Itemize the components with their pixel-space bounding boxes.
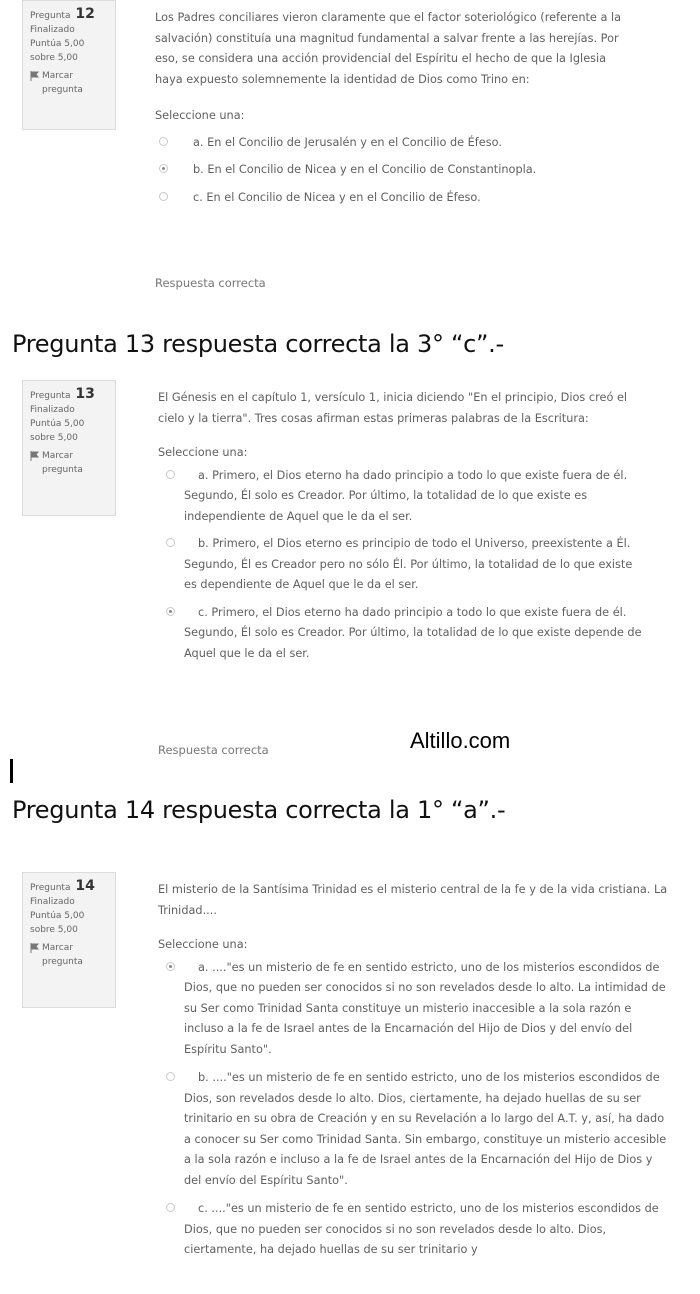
answer-feedback: Respuesta correcta [155,276,266,290]
question-info-13 [22,380,116,516]
radio-button-selected[interactable] [166,962,175,971]
question-score: Puntúa 5,00 [30,911,85,921]
question-info-12 [22,0,116,130]
question-13-content [158,388,648,664]
watermark: Altillo.com [410,728,511,753]
answer-option-c[interactable]: c. ...."es un misterio de fe en sentido estricto, uno de los misterios escondidos de Dios, que no pueden ser conocidos si no son revelados desde lo alto. Dios, ciertamente, ha dejado huellas de su ser trinitario y [158,1199,670,1261]
question-text: El misterio de la Santísima Trinidad es el misterio central de la fe y de la vida cristiana. La Trinidad.... [158,883,668,917]
radio-button-selected[interactable] [159,164,168,173]
question-number: Pregunta 14 [30,878,95,894]
answer-option-b[interactable]: b. En el Concilio de Nicea y en el Concilio de Constantinopla. [155,160,635,181]
question-score: Puntúa 5,00 [30,419,85,429]
select-prompt: Seleccione una: [155,109,245,122]
radio-button[interactable] [166,1072,175,1081]
question-score-max: sobre 5,00 [30,433,78,443]
question-score-max: sobre 5,00 [30,53,78,63]
radio-button[interactable] [159,192,168,201]
question-text: Los Padres conciliares vieron claramente que el factor soteriológico (referente a la salvación) constituía una magnitud fundamental a salvar frente a las herejías. Por eso, se considera una acción providencial del Espíritu el hecho de que la Iglesia haya expuesto solemnemente la identidad de Dios como Trino en: [155,11,622,86]
question-14-content [158,880,670,1261]
answer-option-c[interactable]: c. En el Concilio de Nicea y en el Concilio de Éfeso. [155,188,635,209]
select-prompt: Seleccione una: [158,938,248,951]
answer-option-c[interactable]: c. Primero, el Dios eterno ha dado principio a todo lo que existe fuera de él. Segundo, Él solo es Creador. Por último, la totalidad de lo que existe depende de Aquel que le da el ser. [158,603,648,665]
select-prompt: Seleccione una: [158,446,248,459]
text-cursor [10,759,13,783]
answer-option-a[interactable]: a. Primero, el Dios eterno ha dado principio a todo lo que existe fuera de él. Segundo, Él solo es Creador. Por último, la totalidad de lo que existe es independiente de Aquel que le da el ser. [158,466,648,528]
question-number: Pregunta 13 [30,386,95,402]
answer-option-a[interactable]: a. En el Concilio de Jerusalén y en el Concilio de Éfeso. [155,133,635,154]
answer-option-b[interactable]: b. ...."es un misterio de fe en sentido estricto, uno de los misterios escondidos de Dios, son revelados desde lo alto. Dios, ciertamente, ha dejado huellas de su ser trinitario en su obra de Creación y en su Revelación a lo largo del A.T. y, así, ha dado a conocer su Ser como Trinidad Santa. Sin embargo, constituye un misterio accesible a la sola razón e incluso a la fe de Israel antes de la Encarnación del Hijo de Dios y del envío del Espíritu Santo". [158,1068,670,1191]
answer-option-a[interactable]: a. ...."es un misterio de fe en sentido estricto, uno de los misterios escondidos de Dios, que no pueden ser conocidos si no son revelados desde lo alto. La intimidad de su Ser como Trinidad Santa constituye un misterio inaccesible a la sola razón e incluso a la fe de Israel antes de la Encarnación del Hijo de Dios y del envío del Espíritu Santo". [158,958,670,1061]
question-score: Puntúa 5,00 [30,39,85,49]
question-info-14 [22,872,116,1008]
radio-button[interactable] [166,1203,175,1212]
heading-question-14: Pregunta 14 respuesta correcta la 1° “a”.- [12,796,506,824]
flag-icon [30,71,39,81]
question-score-max: sobre 5,00 [30,925,78,935]
question-status: Finalizado [30,405,75,415]
question-12-content [155,8,635,208]
question-status: Finalizado [30,25,75,35]
question-status: Finalizado [30,897,75,907]
answer-option-b[interactable]: b. Primero, el Dios eterno es principio de todo el Universo, preexistente a Él. Segundo, Él es Creador pero no sólo Él. Por último, la totalidad de lo que existe es dependiente de Aquel que le da el ser. [158,534,648,596]
radio-button-selected[interactable] [166,607,175,616]
radio-button[interactable] [166,538,175,547]
flag-icon [30,943,39,953]
flag-question-button[interactable]: Marcar pregunta [30,69,110,97]
question-text: El Génesis en el capítulo 1, versículo 1, inicia diciendo "En el principio, Dios creó el cielo y la tierra". Tres cosas afirman estas primeras palabras de la Escritura: [158,391,628,425]
flag-question-button[interactable]: Marcar pregunta [30,449,110,477]
heading-question-13: Pregunta 13 respuesta correcta la 3° “c”.- [12,330,504,358]
answer-feedback: Respuesta correcta [158,743,269,757]
radio-button[interactable] [159,137,168,146]
radio-button[interactable] [166,470,175,479]
question-number: Pregunta 12 [30,6,95,22]
flag-icon [30,451,39,461]
flag-question-button[interactable]: Marcar pregunta [30,941,110,969]
